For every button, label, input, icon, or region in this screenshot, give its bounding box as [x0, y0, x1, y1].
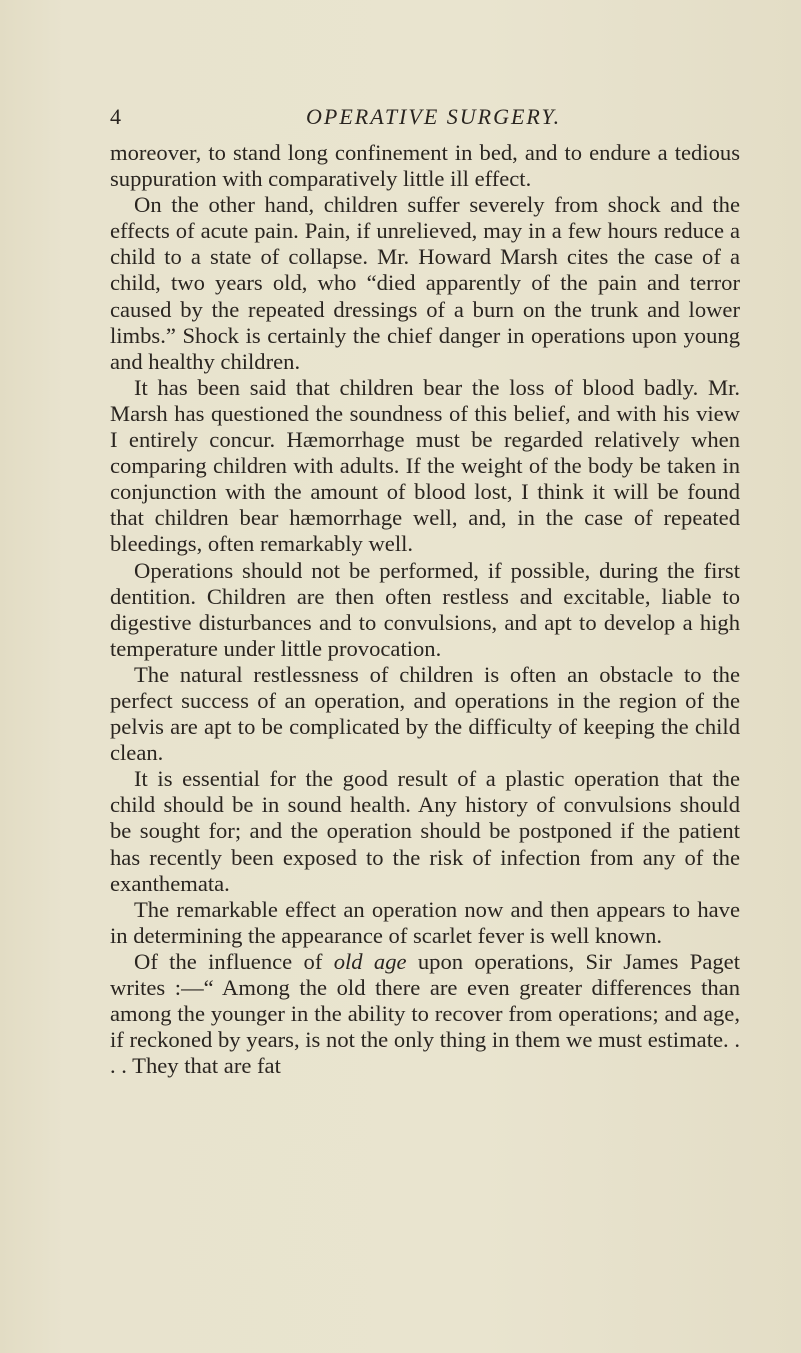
paragraph: moreover, to stand long confinement in bed, and to endure a tedious suppuration with comparatively little ill effect.	[110, 140, 740, 192]
paragraph: Operations should not be performed, if possible, during the first dentition. Children are then often restless and excitable, liable to digestive disturbances and to convulsions, and apt to develop a high temperature under little provocation.	[110, 557, 740, 661]
emphasis-old-age: old age	[333, 948, 407, 974]
paragraph: It has been said that children bear the loss of blood badly. Mr. Marsh has questioned the soundness of this belief, and with his view I entirely concur. Hæmorrhage must be regarded relatively when comparing children with adults. If the weight of the body be taken in conjunction with the amount of blood lost, I think it will be found that children bear hæmorrhage well, and, in the case of repeated bleedings, often remarkably well.	[110, 374, 740, 557]
paragraph-text: Of the influence of	[134, 948, 334, 974]
paragraph: It is essential for the good result of a plastic operation that the child should be in sound health. Any history of convulsions should be sought for; and the operation should be postponed if the patient has recently been exposed to the risk of infection from any of the exanthemata.	[110, 766, 740, 896]
page-number: 4	[110, 104, 121, 129]
page-header	[110, 98, 750, 138]
paragraph-text: upon operations, Sir James Paget writes :—“ Among the old there are even greater differences than among the younger in the ability to recover from operations; and age, if reckoned by years, is not the only thing in them we must estimate. . . . They that are fat	[110, 948, 740, 1079]
paragraph-old-age	[110, 949, 740, 1079]
running-title: OPERATIVE SURGERY.	[306, 104, 562, 129]
paragraph: The natural restlessness of children is often an obstacle to the perfect success of an operation, and operations in the region of the pelvis are apt to be complicated by the difficulty of keeping the child clean.	[110, 661, 740, 766]
body-text	[110, 140, 740, 1079]
paragraph: The remarkable effect an operation now and then appears to have in determining the appearance of scarlet fever is well known.	[110, 896, 740, 948]
paragraph: On the other hand, children suffer severely from shock and the effects of acute pain. Pain, if unrelieved, may in a few hours reduce a child to a state of collapse. Mr. Howard Marsh cites the case of a child, two years old, who “died apparently of the pain and terror caused by the repeated dressings of a burn on the trunk and lower limbs.” Shock is certainly the chief danger in operations upon young and healthy children.	[110, 192, 740, 374]
